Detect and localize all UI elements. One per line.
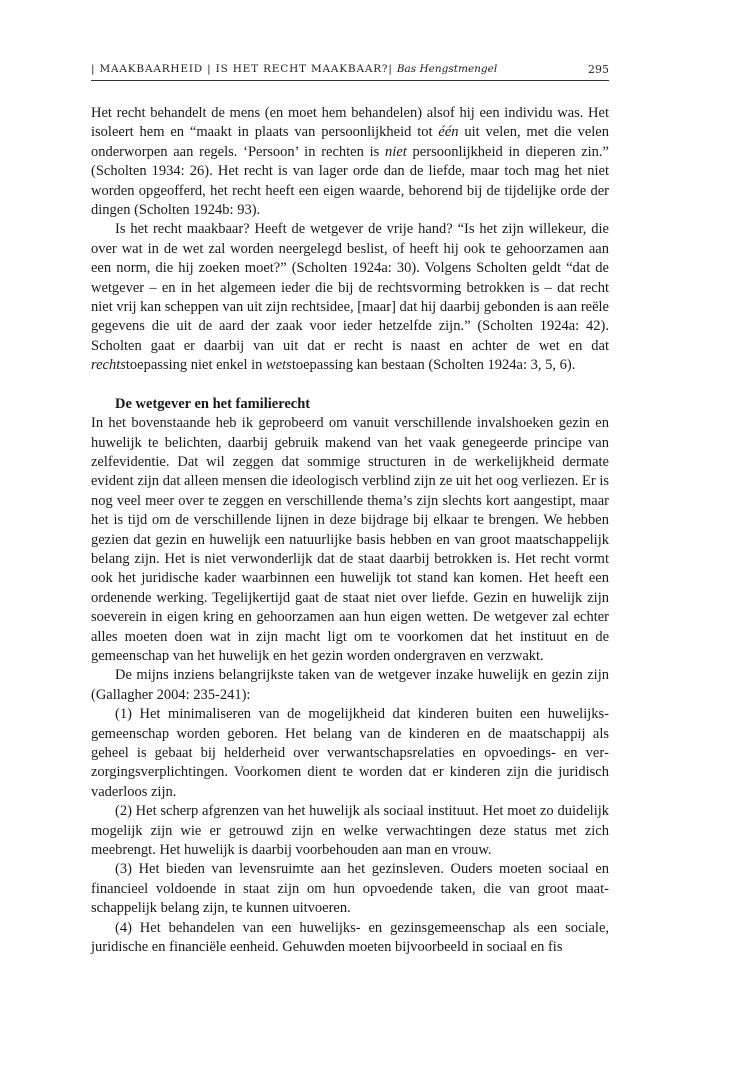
header-author: Bas Hengstmengel <box>396 63 498 75</box>
page-body <box>91 104 609 957</box>
list-item: (3) Het bieden van levensruimte aan het gezinsleven. Ouders moeten sociaal en financieel voldoende in staat zijn om hun opvoedende taken, die van groot maatschappelijk belang zijn, te kunnen uitvoeren. <box>91 861 609 917</box>
italic-emphasis: wets <box>266 357 292 374</box>
header-rule <box>91 80 609 81</box>
running-header <box>91 63 609 79</box>
paragraph: Het recht behandelt de mens (en moet hem behandelen) alsof hij een individu was. Het isoleert hem en “maakt in plaats van persoonlijkheid tot één uit velen, met die velen onderworpen aan regels. ‘Persoon’ in rechten is niet persoonlijkheid in dieperen zin.” (Scholten 1934: 26). Het recht is van lager orde dan de liefde, maar toch mag het niet worden opgeofferd, het recht heeft een eigen waarde, behorend bij de tijdelijke orde der dingen (Scholten 1924b: 93). <box>91 105 609 219</box>
list-item: (1) Het minimaliseren van de mogelijkheid dat kinderen buiten een huwelijksgemeenschap worden geboren. Het belang van de kinderen en de maatschappij als geheel is gebaat bij helderheid over verwantschapsrelaties en opvoedings- en verzorgingsverplichtingen. Voorkomen dient te worden dat er kinderen zijn die juridisch vaderloos zijn. <box>91 706 609 800</box>
page-number: 295 <box>588 63 609 76</box>
italic-emphasis: niet <box>385 143 407 160</box>
paragraph: De mijns inziens belangrijkste taken van de wetgever inzake huwelijk en gezin zijn (Gallagher 2004: 235-241): <box>91 667 609 703</box>
list-item: (2) Het scherp afgrenzen van het huwelijk als sociaal instituut. Het moet zo duidelijk mogelijk zijn wie er getrouwd zijn en welke verwachtingen deze status met zich meebrengt. Het huwelijk is daarbij voorbehouden aan man en vrouw. <box>91 803 609 859</box>
section-title: | MAAKBAARHEID | IS HET RECHT MAAKBAAR?| <box>91 63 393 75</box>
italic-emphasis: rechts <box>91 357 126 374</box>
paragraph: Is het recht maakbaar? Heeft de wetgever de vrije hand? “Is het zijn willekeur, die over wat in de wet zal worden neergelegd beslist, of heeft hij ook te gehoorzamen aan een norm, die hij zoeken moet?” (Scholten 1924a: 30). Volgens Scholten geldt “dat de wetgever – en in het algemeen ieder die bij de rechtsvorming betrokken is – dat recht niet vrij kan scheppen van uit zijn rechtsidee, [maar] dat hij daarbij gebonden is aan reële gegevens die uit de aard der zaak voor ieder hetzelfde zijn.” (Scholten 1924a: 42). Scholten gaat er daarbij van uit dat er recht is naast en achter de wet en dat rechtstoepassing niet enkel in wetstoepassing kan bestaan (Scholten 1924a: 3, 5, 6). <box>91 221 609 374</box>
list-item: (4) Het behandelen van een huwelijks- en gezinsgemeenschap als een sociale, juridische en financiële eenheid. Gehuwden moeten bijvoorbeeld in sociaal en fis <box>91 919 609 956</box>
running-header-title <box>91 63 497 75</box>
section-heading: De wetgever en het familierecht <box>115 395 311 412</box>
italic-emphasis: één <box>438 124 459 141</box>
paragraph: In het bovenstaande heb ik geprobeerd om vanuit verschillende invalshoeken gezin en huwelijk te belichten, daarbij gebruik makend van het vaak genegeerde principe van zelfevidentie. Dat wil zeggen dat sommige structuren in de werkelijkheid dermate evident zijn dat alleen mensen die ideologisch verblind zijn ze uit het oog verliezen. Er is nog veel meer over te zeggen en verschillende thema’s zijn slechts kort aangestipt, maar het is tijd om de verschillende lijnen in deze bijdrage bij elkaar te brengen. We hebben gezien dat gezin en huwelijk een natuurlijke basis hebben en van groot maatschappelijk belang zijn. Het is niet verwonderlijk dat de staat daarbij betrokken is. Het recht vormt ook het juridische kader waarbinnen een huwelijk tot stand kan komen. Het heeft een ordenende werking. Tegelijkertijd gaat de staat niet over liefde. Gezin en huwelijk zijn soeverein in eigen kring en gehoorzamen aan hun eigen wetten. De wetgever zal echter alles moeten doen wat in zijn macht ligt om te voorkomen dat het instituut en de gemeenschap van het huwelijk en het gezin worden ondergraven en verzwakt. <box>91 415 609 664</box>
